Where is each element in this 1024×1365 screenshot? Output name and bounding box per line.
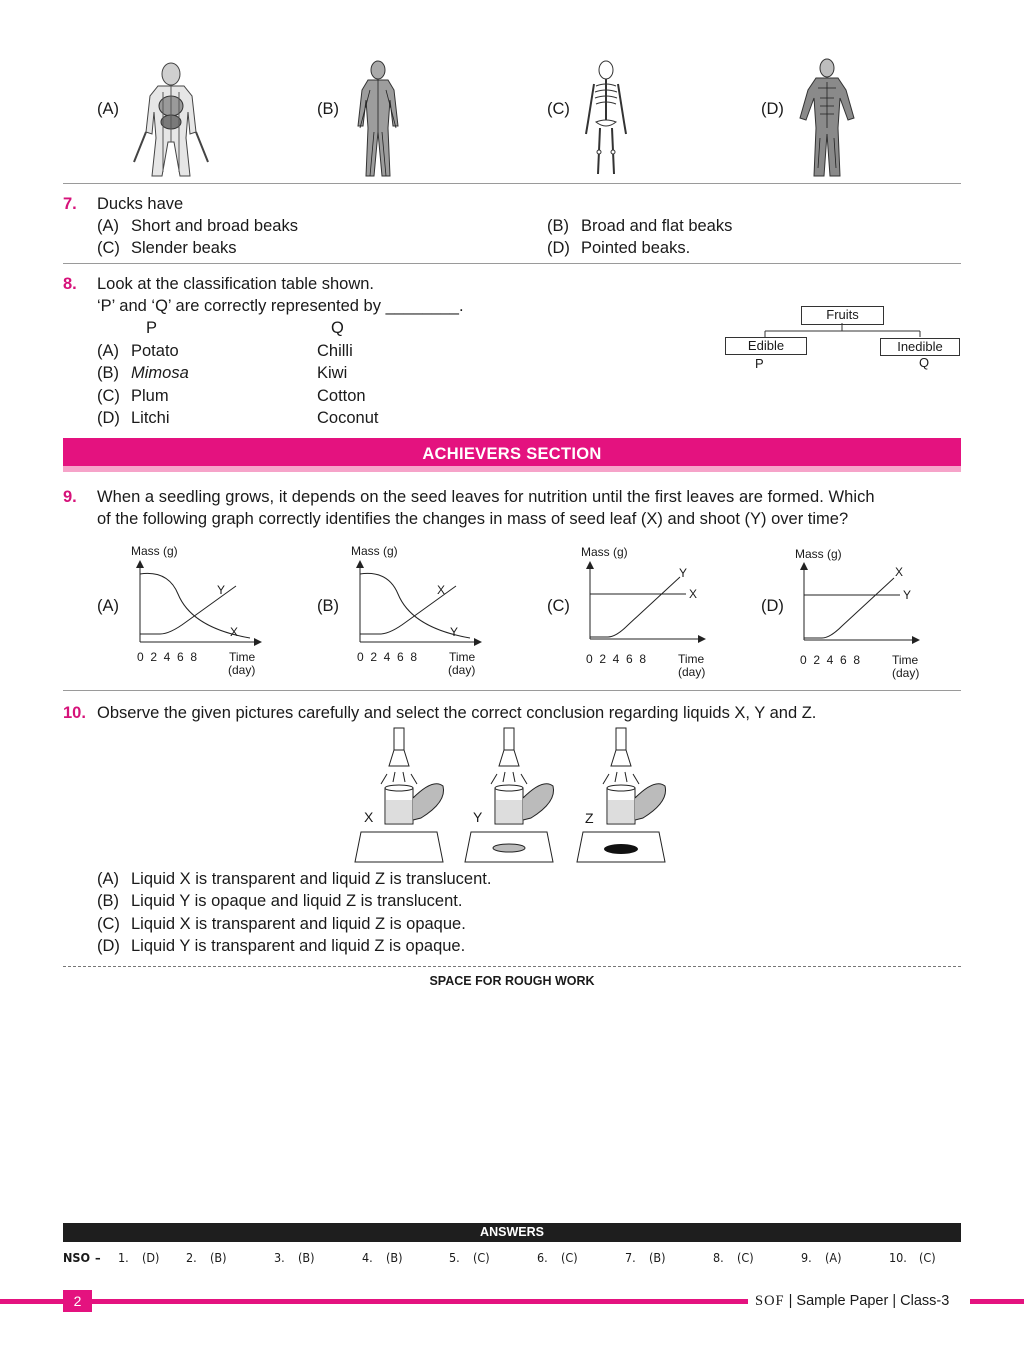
answers-dash: –: [95, 1250, 101, 1265]
graph-c-rise-curve: [590, 577, 680, 637]
graph-c-xticks: 0 2 4 6 8: [586, 652, 647, 666]
graph-c-label: (C): [547, 597, 570, 615]
answers-prefix: NSO: [63, 1250, 91, 1265]
answer-choice: (B): [649, 1250, 666, 1265]
q10-option-c-label: (C): [97, 915, 120, 933]
graph-c-rise-label: Y: [679, 566, 688, 580]
answer-number: 1.: [118, 1250, 129, 1265]
q8-option-d-label: (D): [97, 409, 120, 427]
q7-option-d-label: (D): [547, 239, 570, 257]
tree-tag-q: Q: [919, 355, 930, 370]
body-organs-figure: [128, 62, 214, 178]
tree-node-inedible: Inedible: [880, 338, 960, 356]
q8-option-a-q: Chilli: [317, 342, 353, 360]
answer-number: 4.: [362, 1250, 373, 1265]
q8-option-c-p: Plum: [131, 387, 169, 405]
tree-tag-p: P: [755, 356, 764, 371]
q7-option-a-label: (A): [97, 217, 119, 235]
q8-option-a-p: Potato: [131, 342, 179, 360]
graph-a-xlabel: Time: [229, 650, 256, 664]
graph-a-rise-label: Y: [217, 583, 226, 597]
figure-label-d: (D): [761, 100, 784, 118]
liquid-z-torch-figure: [577, 728, 672, 864]
page-number: 2: [63, 1290, 92, 1312]
answer-number: 3.: [274, 1250, 285, 1265]
answer-number: 2.: [186, 1250, 197, 1265]
rough-work-divider: [63, 966, 961, 967]
graph-b-plot: [350, 558, 490, 648]
question-number-7: 7.: [63, 195, 77, 213]
graph-d-flat-label: Y: [903, 588, 912, 602]
section-title: ACHIEVERS SECTION: [422, 445, 602, 463]
divider: [63, 263, 961, 264]
question-8-line2: ‘P’ and ‘Q’ are correctly represented by ________.: [97, 297, 464, 315]
answer-choice: (B): [298, 1250, 315, 1265]
graph-d-ylabel: Mass (g): [795, 547, 842, 561]
q7-option-b-text: Broad and flat beaks: [581, 217, 733, 235]
body-nervous-figure: [350, 60, 406, 178]
liquid-x-label: X: [364, 809, 374, 825]
q8-option-c-label: (C): [97, 387, 120, 405]
answer-choice: (B): [386, 1250, 403, 1265]
graph-d-xunit: (day): [892, 666, 920, 680]
question-10-text: Observe the given pictures carefully and select the correct conclusion regarding liquids X, Y and Z.: [97, 704, 817, 722]
q8-option-b-p: Mimosa: [131, 364, 189, 382]
graph-b-ylabel: Mass (g): [351, 544, 398, 558]
answers-bar: ANSWERS: [63, 1223, 961, 1242]
question-7-text: Ducks have: [97, 195, 184, 213]
graph-c-flat-label: X: [689, 587, 698, 601]
answer-number: 6.: [537, 1250, 548, 1265]
graph-a-xticks: 0 2 4 6 8: [137, 650, 198, 664]
graph-a-fall-label: X: [230, 625, 239, 639]
answer-number: 10.: [889, 1250, 907, 1265]
q7-option-b-label: (B): [547, 217, 569, 235]
answer-number: 8.: [713, 1250, 724, 1265]
body-skeleton-figure: [578, 60, 634, 178]
graph-d-rise-curve: [804, 578, 894, 638]
graph-a-ylabel: Mass (g): [131, 544, 178, 558]
graph-b-label: (B): [317, 597, 339, 615]
graph-d-xlabel: Time: [892, 653, 919, 667]
graph-d-plot: [794, 560, 924, 650]
answer-choice: (A): [825, 1250, 842, 1265]
answer-choice: (C): [473, 1250, 490, 1265]
q10-option-c-text: Liquid X is transparent and liquid Z is opaque.: [131, 915, 466, 933]
q8-column-q: Q: [331, 319, 344, 337]
tree-node-edible: Edible: [725, 337, 807, 355]
figure-label-a: (A): [97, 100, 119, 118]
question-number-10: 10.: [63, 704, 86, 722]
answer-choice: (C): [919, 1250, 936, 1265]
graph-c-plot: [580, 559, 710, 649]
question-number-9: 9.: [63, 488, 77, 506]
answer-number: 5.: [449, 1250, 460, 1265]
liquid-z-label: Z: [585, 810, 594, 826]
graph-d-xticks: 0 2 4 6 8: [800, 653, 861, 667]
q7-option-a-text: Short and broad beaks: [131, 217, 298, 235]
question-9-line2: of the following graph correctly identifies the changes in mass of seed leaf (X) and shoot (Y) over time?: [97, 510, 849, 528]
q10-option-d-text: Liquid Y is transparent and liquid Z is opaque.: [131, 937, 466, 955]
q10-option-b-label: (B): [97, 892, 119, 910]
q7-option-c-text: Slender beaks: [131, 239, 237, 257]
graph-b-xlabel: Time: [449, 650, 476, 664]
tree-root-fruits: Fruits: [801, 306, 884, 325]
answer-choice: (C): [561, 1250, 578, 1265]
graph-c-ylabel: Mass (g): [581, 545, 628, 559]
q8-option-b-q: Kiwi: [317, 364, 348, 382]
liquid-y-label: Y: [473, 809, 483, 825]
footer-brand: [755, 1293, 949, 1310]
graph-d-label: (D): [761, 597, 784, 615]
q8-option-a-label: (A): [97, 342, 119, 360]
q7-option-c-label: (C): [97, 239, 120, 257]
answer-number: 9.: [801, 1250, 812, 1265]
graph-c-xunit: (day): [678, 665, 706, 679]
graph-b-rise-label: X: [437, 583, 446, 597]
q8-option-c-q: Cotton: [317, 387, 366, 405]
graph-a-xunit: (day): [228, 663, 256, 677]
rough-work-label: SPACE FOR ROUGH WORK: [429, 974, 595, 988]
q8-option-d-p: Litchi: [131, 409, 170, 427]
graph-b-xunit: (day): [448, 663, 476, 677]
q8-option-d-q: Coconut: [317, 409, 379, 427]
achievers-section-bar: [63, 438, 961, 472]
q8-column-p: P: [146, 319, 158, 337]
answer-number: 7.: [625, 1250, 636, 1265]
graph-a-plot: [130, 558, 270, 648]
footer-line-left: [0, 1299, 63, 1304]
q7-option-d-text: Pointed beaks.: [581, 239, 691, 257]
graph-d-rise-label: X: [895, 565, 904, 579]
graph-a-label: (A): [97, 597, 119, 615]
figure-label-c: (C): [547, 100, 570, 118]
figure-label-b: (B): [317, 100, 339, 118]
question-8-line1: Look at the classification table shown.: [97, 275, 374, 293]
q10-option-a-text: Liquid X is transparent and liquid Z is translucent.: [131, 870, 492, 888]
liquid-y-torch-figure: [465, 728, 560, 864]
footer-caption: | Sample Paper | Class-3: [784, 1293, 950, 1309]
graph-b-fall-label: Y: [450, 625, 459, 639]
graph-c-xlabel: Time: [678, 652, 705, 666]
divider: [63, 690, 961, 691]
answer-choice: (C): [737, 1250, 754, 1265]
answer-choice: (D): [142, 1250, 160, 1265]
q8-option-b-label: (B): [97, 364, 119, 382]
q10-option-b-text: Liquid Y is opaque and liquid Z is translucent.: [131, 892, 463, 910]
body-muscular-figure: [796, 58, 858, 178]
question-number-8: 8.: [63, 275, 77, 293]
q10-option-a-label: (A): [97, 870, 119, 888]
liquid-x-torch-figure: [355, 728, 450, 864]
divider: [63, 183, 961, 184]
footer-line-right: [970, 1299, 1024, 1304]
graph-b-xticks: 0 2 4 6 8: [357, 650, 418, 664]
answer-choice: (B): [210, 1250, 227, 1265]
footer-line-middle: [92, 1299, 748, 1304]
question-9-line1: When a seedling grows, it depends on the seed leaves for nutrition until the first leaves are formed. Which: [97, 488, 875, 506]
q10-option-d-label: (D): [97, 937, 120, 955]
sof-logo: SOF: [755, 1293, 785, 1309]
